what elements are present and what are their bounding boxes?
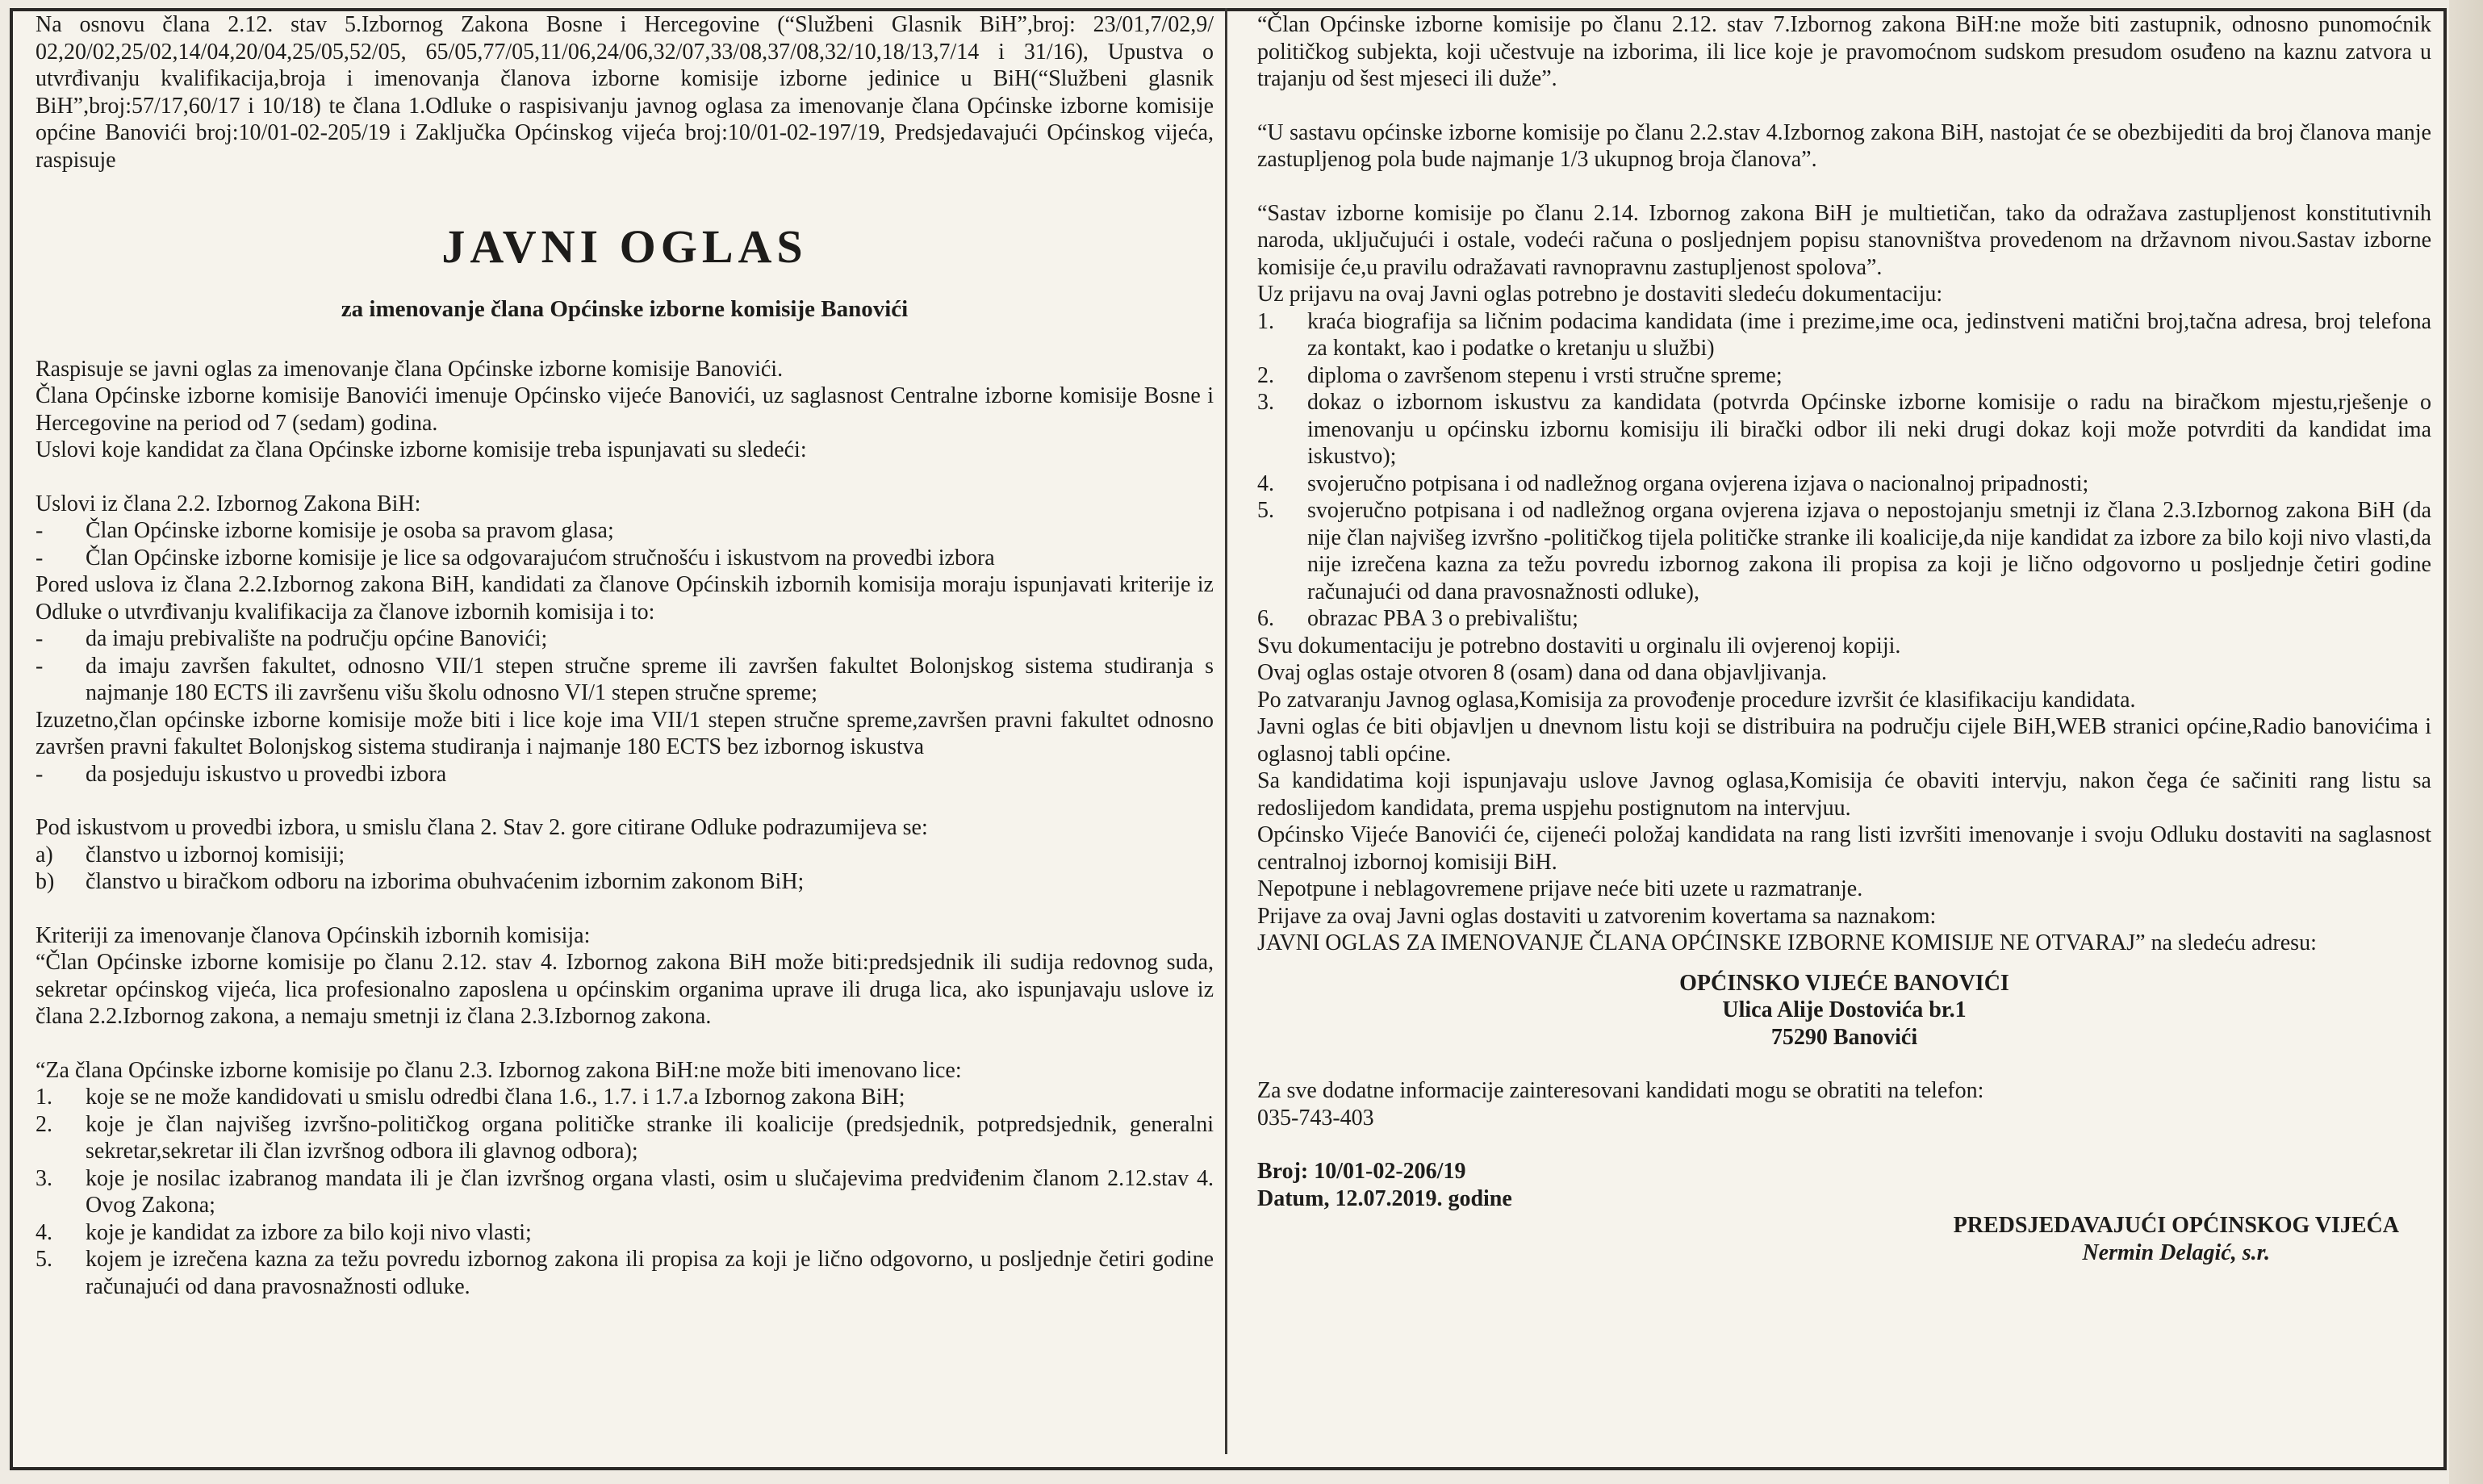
paragraph: Javni oglas će biti objavljen u dnevnom listu koji se distribuira na području cijele BiH,WEB stranici općine,Radio banovićima i oglasnoj tabli općine. — [1257, 714, 2431, 767]
paragraph: Ovaj oglas ostaje otvoren 8 (osam) dana od dana objavljivanja. — [1257, 660, 1828, 685]
address-block — [1257, 970, 2431, 1051]
list-item: b) članstvo u biračkom odboru na izborima obuhvaćenim izbornim zakonom BiH; — [36, 869, 805, 894]
paragraph: Pored uslova iz člana 2.2.Izbornog zakona BiH, kandidati za članove Općinskih izbornih komisija moraju ispunjavati kriterije iz Odluke o utvrđivanju kvalifikacija za članove izbornih komisija i to: — [36, 572, 1214, 625]
paragraph: “U sastavu općinske izborne komisije po članu 2.2.stav 4.Izbornog zakona BiH, nastojat će se obezbijediti da broj članova manje zastupljenog pola bude najmanje 1/3 ukupnog broja članova”. — [1257, 119, 2431, 172]
paragraph: Kriteriji za imenovanje članova Općinskih izbornih komisija: — [36, 922, 591, 948]
paragraph: Izuzetno,član općinske izborne komisije može biti i lice koje ima VII/1 stepen stručne spreme,završen pravni fakultet odnosno završen pravni fakultet Bolonjskog sistema studiranja i najmanje 180 ECTS bez izbornog iskustva — [36, 707, 1214, 759]
legal-basis-paragraph: Na osnovu člana 2.12. stav 5.Izbornog Zakona Bosne i Hercegovine (“Službeni Glasnik BiH”,broj: 23/01,7/02,9/ 02,20/02,25/02,14/04,20/04,25/05,52/05, 65/05,77/05,11/06,24/06,32/07,33/08,37/08,32/10,18/13,7/14 i 31/16), Upustva o utvrđivanju kvalifikacija,broja i imenovanja članova izborne komisije izborne jedinice u BiH(“Službeni glasnik BiH”,broj:57/17,60/17 i 10/18) te člana 1.Odluke o raspisivanju javnog oglasa za imenovanje člana Općinske izborne komisije općine Banovići broj:10/01-02-205/19 i Zaključka Općinskog vijeća broj:10/01-02-197/19, Predsjedavajući Općinskog vijeća, raspisuje — [36, 12, 1214, 173]
column-divider — [1225, 8, 1227, 1454]
documents-intro: Uz prijavu na ovaj Javni oglas potrebno je dostaviti sledeću dokumentaciju: — [1257, 282, 1943, 307]
notice-subtitle: za imenovanje člana Općinske izborne komisije Banovići — [341, 296, 909, 322]
list-item: 3. dokaz o izbornom iskustvu za kandidata (potvrda Općinske izborne komisije o radu na biračkom mjestu,rješenje o imenovanju u općinsku izbornu komisiju ili birački odbor ili neki drugi dokaz koji može potvrditi da kandidat ima iskustvo); — [1257, 390, 2431, 469]
list-item: 2. diploma o završenom stepenu i vrsti stručne spreme; — [1257, 362, 1783, 388]
paragraph: Člana Općinske izborne komisije Banovići imenuje Općinsko vijeće Banovići, uz saglasnost Centralne izborne komisije Bosne i Hercegovine na period od 7 (sedam) godina. — [36, 383, 1214, 436]
paragraph: “Sastav izborne komisije po članu 2.14. Izbornog zakona BiH je multietičan, tako da odražava zastupljenost konstitutivnih naroda, uključujući i ostale, vodeći računa o posljednjem popisu stanovništva provedenom na državnom nivou.Sastav izborne komisije će,u pravilu odražavati ravnopravnu zastupljenost spolova”. — [1257, 200, 2431, 280]
list-item: a) članstvo u izbornoj komisiji; — [36, 842, 345, 867]
list-item: 5. svojeručno potpisana i od nadležnog organa ovjerena izjava o nepostojanju smetnji iz člana 2.3.Izbornog zakona BiH (da nije član najvišeg izvršno -političkog tijela političke stranke ili koalicije,da nije kandidat za izbore za bilo koji nivo vlasti,da nije izrečena kazna za težu povredu izbornog zakona ili propisa za koji je lično odgovorno u posljednje četiri godine računajući od dana pravosnažnosti odluke), — [1257, 498, 2431, 604]
conditions-heading: Uslovi iz člana 2.2. Izbornog Zakona BiH: — [36, 491, 421, 516]
list-item: 4. koje je kandidat za izbore za bilo koji nivo vlasti; — [36, 1219, 532, 1245]
contact-info: Za sve dodatne informacije zainteresovani kandidati mogu se obratiti na telefon: — [1257, 1078, 1984, 1103]
paragraph: JAVNI OGLAS ZA IMENOVANJE ČLANA OPĆINSKE IZBORNE KOMISIJE NE OTVARAJ” na sledeću adresu: — [1257, 930, 2317, 955]
paragraph: Raspisuje se javni oglas za imenovanje člana Općinske izborne komisije Banovići. — [36, 356, 784, 382]
address-line: OPĆINSKO VIJEĆE BANOVIĆI — [1679, 970, 2009, 996]
reference-number: Broj: 10/01-02-206/19 — [1257, 1159, 1466, 1184]
paragraph: Prijave za ovaj Javni oglas dostaviti u zatvorenim kovertama sa naznakom: — [1257, 903, 1937, 929]
signer-name: Nermin Delagić, s.r. — [2082, 1239, 2270, 1265]
date: Datum, 12.07.2019. godine — [1257, 1185, 1512, 1211]
list-item: 1. kraća biografija sa ličnim podacima kandidata (ime i prezime,ime oca, jedinstveni matični broj,tačna adresa, broj telefona za kontakt, kao i podatke o kretanju u službi) — [1257, 308, 2431, 361]
list-item: 1. koje se ne može kandidovati u smislu odredbi člana 1.6., 1.7. i 1.7.a Izbornog zakona BiH; — [36, 1085, 905, 1110]
list-item: 5. kojem je izrečena kazna za težu povredu izbornog zakona ili propisa za koji je lično odgovorno, u posljednje četiri godine računajući od dana pravosnažnosti odluke. — [36, 1247, 1214, 1299]
phone-number: 035-743-403 — [1257, 1105, 1374, 1131]
adjacent-page-edge — [2449, 0, 2483, 1484]
paragraph: Sa kandidatima koji ispunjavaju uslove Javnog oglasa,Komisija će obaviti intervju, nakon čega će sačiniti rang listu sa redoslijedom kandidata, prema uspjehu postignutom na intervjuu. — [1257, 768, 2431, 821]
right-column — [1257, 11, 2431, 1266]
address-line: Ulica Alije Dostovića br.1 — [1722, 997, 1967, 1022]
list-item: 3. koje je nosilac izabranog mandata ili je član izvršnog organa vlasti, osim u slučajevima predviđenim članom 2.12.stav 4. Ovog Zakona; — [36, 1165, 1214, 1218]
paragraph: Nepotpune i neblagovremene prijave neće biti uzete u razmatranje. — [1257, 876, 1863, 901]
left-column — [36, 11, 1214, 1300]
paragraph: Svu dokumentaciju je potrebno dostaviti u orginalu ili ovjerenoj kopiji. — [1257, 633, 1901, 658]
address-line: 75290 Banovići — [1770, 1024, 1918, 1050]
list-item: - Član Općinske izborne komisije je lice sa odgovarajućom stručnošću i iskustvom na provedbi izbora — [36, 545, 995, 571]
paragraph: Općinsko Vijeće Banovići će, cijeneći položaj kandidata na rang listi izvršiti imenovanje i svoju Odluku dostaviti na saglasnost centralnoj izbornoj komisiji BiH. — [1257, 822, 2431, 875]
list-item: 6. obrazac PBA 3 o prebivalištu; — [1257, 606, 1578, 631]
list-item: 2. koje je član najvišeg izvršno-političkog organa političke stranke ili koalicije (predsjednik, potpredsjednik, generalni sekretar,sekretar ili član izvršnog odbora ili glavnog odbora); — [36, 1111, 1214, 1164]
notice-title: JAVNI OGLAS — [441, 220, 808, 273]
paragraph: “Član Općinske izborne komisije po članu 2.12. stav 7.Izbornog zakona BiH:ne može biti zastupnik, odnosno punomoćnik političkog subjekta, koji učestvuje na izborima, ili lice koje je pravomoćnom sudskom presudom osuđeno na kaznu zatvora u trajanju od šest mjeseci ili duže”. — [1257, 12, 2431, 91]
paragraph: Uslovi koje kandidat za člana Općinske izborne komisije treba ispunjavati su sledeći: — [36, 437, 807, 462]
signer-title: PREDSJEDAVAJUĆI OPĆINSKOG VIJEĆA — [1953, 1213, 2399, 1238]
paragraph: “Član Općinske izborne komisije po članu 2.12. stav 4. Izbornog zakona BiH može biti:predsjednik ili sudija redovnog suda, sekretar općinskog vijeća, lica profesionalno zaposlena u općinskim organima uprave ili druga lica, ako ispunjavaju uslove iz člana 2.2.Izbornog zakona, a nemaju smetnji iz člana 2.3.Izbornog zakona. — [36, 950, 1214, 1029]
list-item: - da imaju završen fakultet, odnosno VII/1 stepen stručne spreme ili završen fakultet Bolonjskog sistema studiranja s najmanje 180 ECTS ili završenu višu školu odnosno VI/1 stepen stručne spreme; — [36, 653, 1214, 705]
list-item: 4. svojeručno potpisana i od nadležnog organa ovjerena izjava o nacionalnoj pripadnosti; — [1257, 470, 2089, 496]
paragraph: “Za člana Općinske izborne komisije po članu 2.3. Izbornog zakona BiH:ne može biti imenovano lice: — [36, 1057, 962, 1083]
paragraph: Po zatvaranju Javnog oglasa,Komisija za provođenje procedure izvršit će klasifikaciju kandidata. — [1257, 687, 2136, 713]
paragraph: Pod iskustvom u provedbi izbora, u smislu člana 2. Stav 2. gore citirane Odluke podrazumijeva se: — [36, 815, 928, 840]
list-item: - Član Općinske izborne komisije je osoba sa pravom glasa; — [36, 518, 614, 543]
list-item: - da posjeduju iskustvo u provedbi izbora — [36, 761, 447, 787]
list-item: - da imaju prebivalište na području općine Banovići; — [36, 626, 548, 651]
